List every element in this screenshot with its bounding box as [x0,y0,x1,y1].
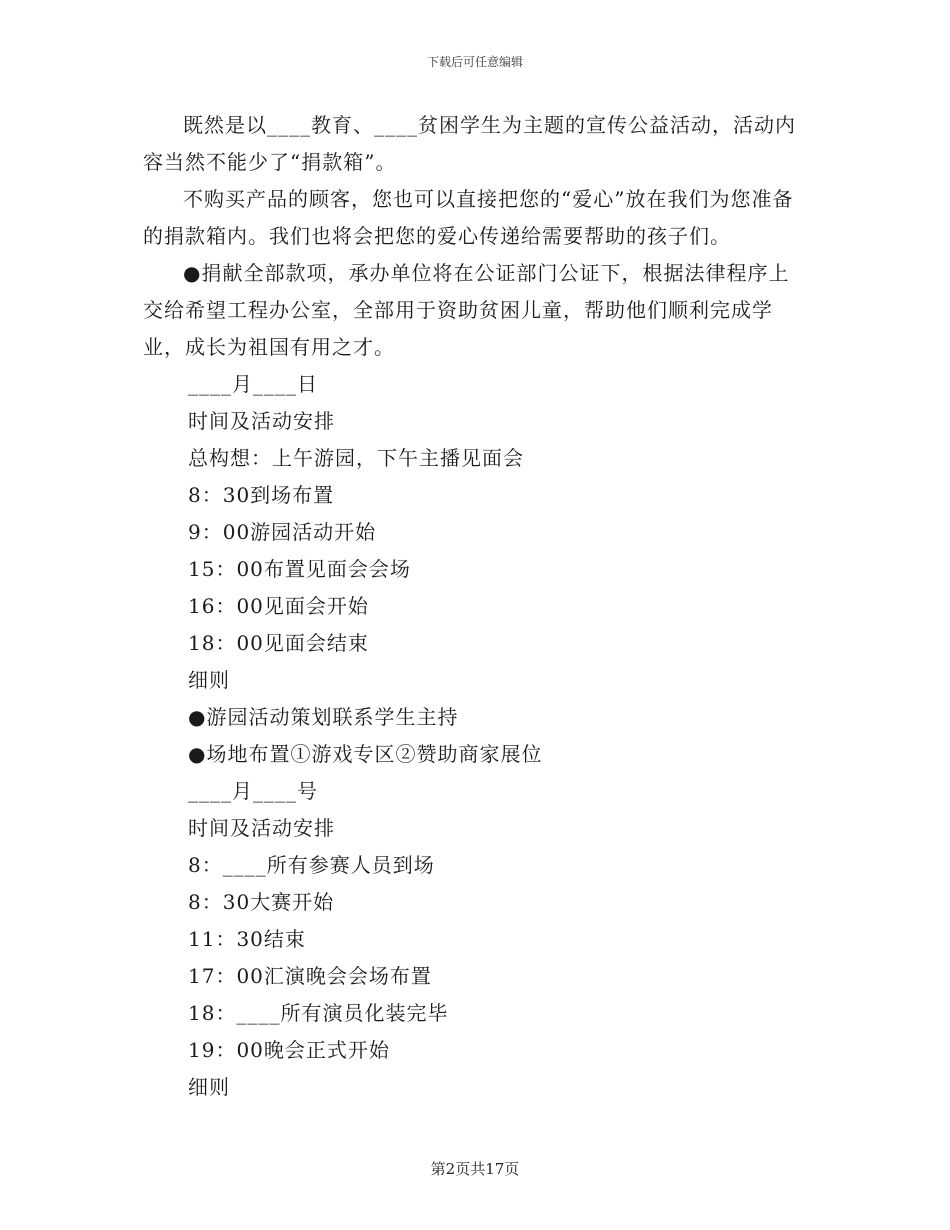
overall-plan: 总构想：上午游园，下午主播见面会 [188,446,524,470]
date-line-2: ____月____号 [188,779,318,803]
details-heading-1: 细则 [188,668,230,692]
schedule-item: 18：00见面会结束 [188,631,369,655]
schedule-item: 8：30到场布置 [188,483,335,507]
schedule-heading-2: 时间及活动安排 [188,816,335,840]
details-heading-2: 细则 [188,1075,230,1099]
document-body [143,107,808,1106]
date-line-1: ____月____日 [188,372,318,396]
detail-bullet: ●场地布置①游戏专区②赞助商家展位 [188,742,543,766]
page-number-footer: 第2页共17页 [430,1160,520,1178]
detail-bullet: ●游园活动策划联系学生主持 [188,705,459,729]
schedule-heading-1: 时间及活动安排 [188,409,335,433]
schedule-item: 16：00见面会开始 [188,594,369,618]
schedule-item: 18：____所有演员化装完毕 [188,1001,449,1025]
page-header: 下载后可任意编辑 [426,55,523,69]
schedule-item: 11：30结束 [188,927,306,951]
schedule-item: 17：00汇演晚会会场布置 [188,964,432,988]
schedule-item: 15：00布置见面会会场 [188,557,411,581]
paragraph-funds: ●捐献全部款项，承办单位将在公证部门公证下，根据法律程序上交给希望工程办公室，全部用于资助贫困儿童，帮助他们顺利完成学业，成长为祖国有用之才。 [143,261,790,359]
paragraph-donation-box: 既然是以____教育、____贫困学生为主题的宣传公益活动，活动内容当然不能少了“捐款箱”。 [143,113,796,174]
paragraph-customers: 不购买产品的顾客，您也可以直接把您的“爱心”放在我们为您准备的捐款箱内。我们也将会把您的爱心传递给需要帮助的孩子们。 [143,187,794,248]
schedule-item: 8：____所有参赛人员到场 [188,853,435,877]
schedule-item: 19：00晚会正式开始 [188,1038,390,1062]
schedule-item: 9：00游园活动开始 [188,520,377,544]
schedule-item: 8：30大赛开始 [188,890,335,914]
